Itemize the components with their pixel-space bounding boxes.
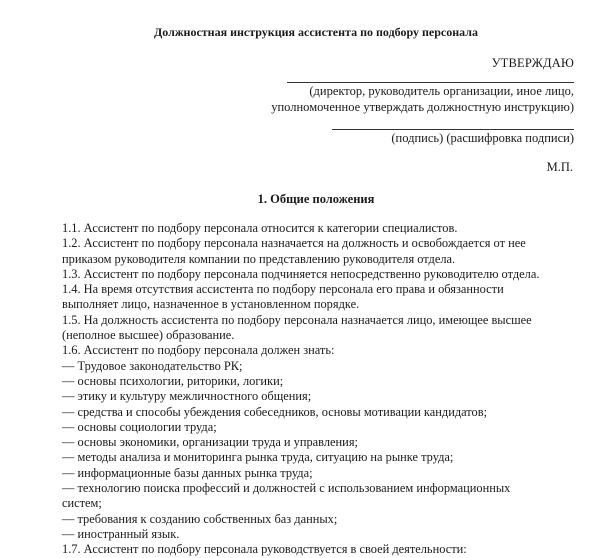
body-line: 1.1. Ассистент по подбору персонала относится к категории специалистов. — [62, 221, 458, 235]
body-line: приказом руководителя компании по представлению руководителя отдела. — [62, 251, 456, 266]
approver-signature-line — [287, 82, 574, 83]
approver-caption-line-1: (директор, руководитель организации, иное лицо, — [309, 84, 574, 98]
body-line: 1.5. На должность ассистента по подбору персонала назначается лицо, имеющее высшее — [62, 312, 532, 327]
body-line: — требования к созданию собственных баз данных; — [62, 511, 338, 526]
body-line: систем; — [62, 496, 102, 511]
body-line: 1.4. На время отсутствия ассистента по подбору персонала его права и обязанности — [62, 282, 504, 297]
approver-caption-line-2: уполномоченное утверждать должностную инструкцию) — [271, 99, 574, 114]
body-line: — методы анализа и мониторинга рынка труда, ситуацию на рынке труда; — [62, 450, 454, 465]
body-line: — технологию поиска профессий и должностей с использованием информационных — [62, 481, 511, 496]
body-line: — средства и способы убеждения собеседников, основы мотивации кандидатов; — [62, 404, 488, 419]
body-line: 1.2. Ассистент по подбору персонала назначается на должность и освобождается от нее — [62, 236, 526, 251]
body-line: — иностранный язык. — [62, 526, 180, 541]
body-line: — основы социологии труда; — [62, 419, 217, 434]
body-line: 1.6. Ассистент по подбору персонала должен знать: — [62, 343, 335, 358]
signature-caption: (подпись) (расшифровка подписи) — [391, 131, 574, 145]
stamp-placeholder: М.П. — [546, 160, 573, 174]
body-line: 1.3. Ассистент по подбору персонала подчиняется непосредственно руководителю отдела. — [62, 266, 540, 281]
body-line: 1.7. Ассистент по подбору персонала руководствуется в своей деятельности: — [62, 542, 467, 557]
signature-line — [332, 129, 574, 130]
section-body — [62, 221, 572, 558]
body-line: — основы экономики, организации труда и управления; — [62, 435, 358, 450]
body-line: — информационные базы данных рынка труда; — [62, 465, 313, 480]
document-title: Должностная инструкция ассистента по подбору персонала — [154, 25, 478, 39]
section-title: 1. Общие положения — [257, 192, 375, 206]
approval-heading: УТВЕРЖДАЮ — [491, 56, 574, 70]
approver-caption — [271, 84, 574, 115]
body-line: выполняет лицо, назначенное в установленном порядке. — [62, 297, 360, 312]
body-line: — этику и культуру межличностного общения; — [62, 389, 312, 404]
body-line: (неполное высшее) образование. — [62, 328, 235, 343]
body-line: — основы психологии, риторики, логики; — [62, 373, 284, 388]
body-line: — Трудовое законодательство РК; — [62, 358, 243, 373]
